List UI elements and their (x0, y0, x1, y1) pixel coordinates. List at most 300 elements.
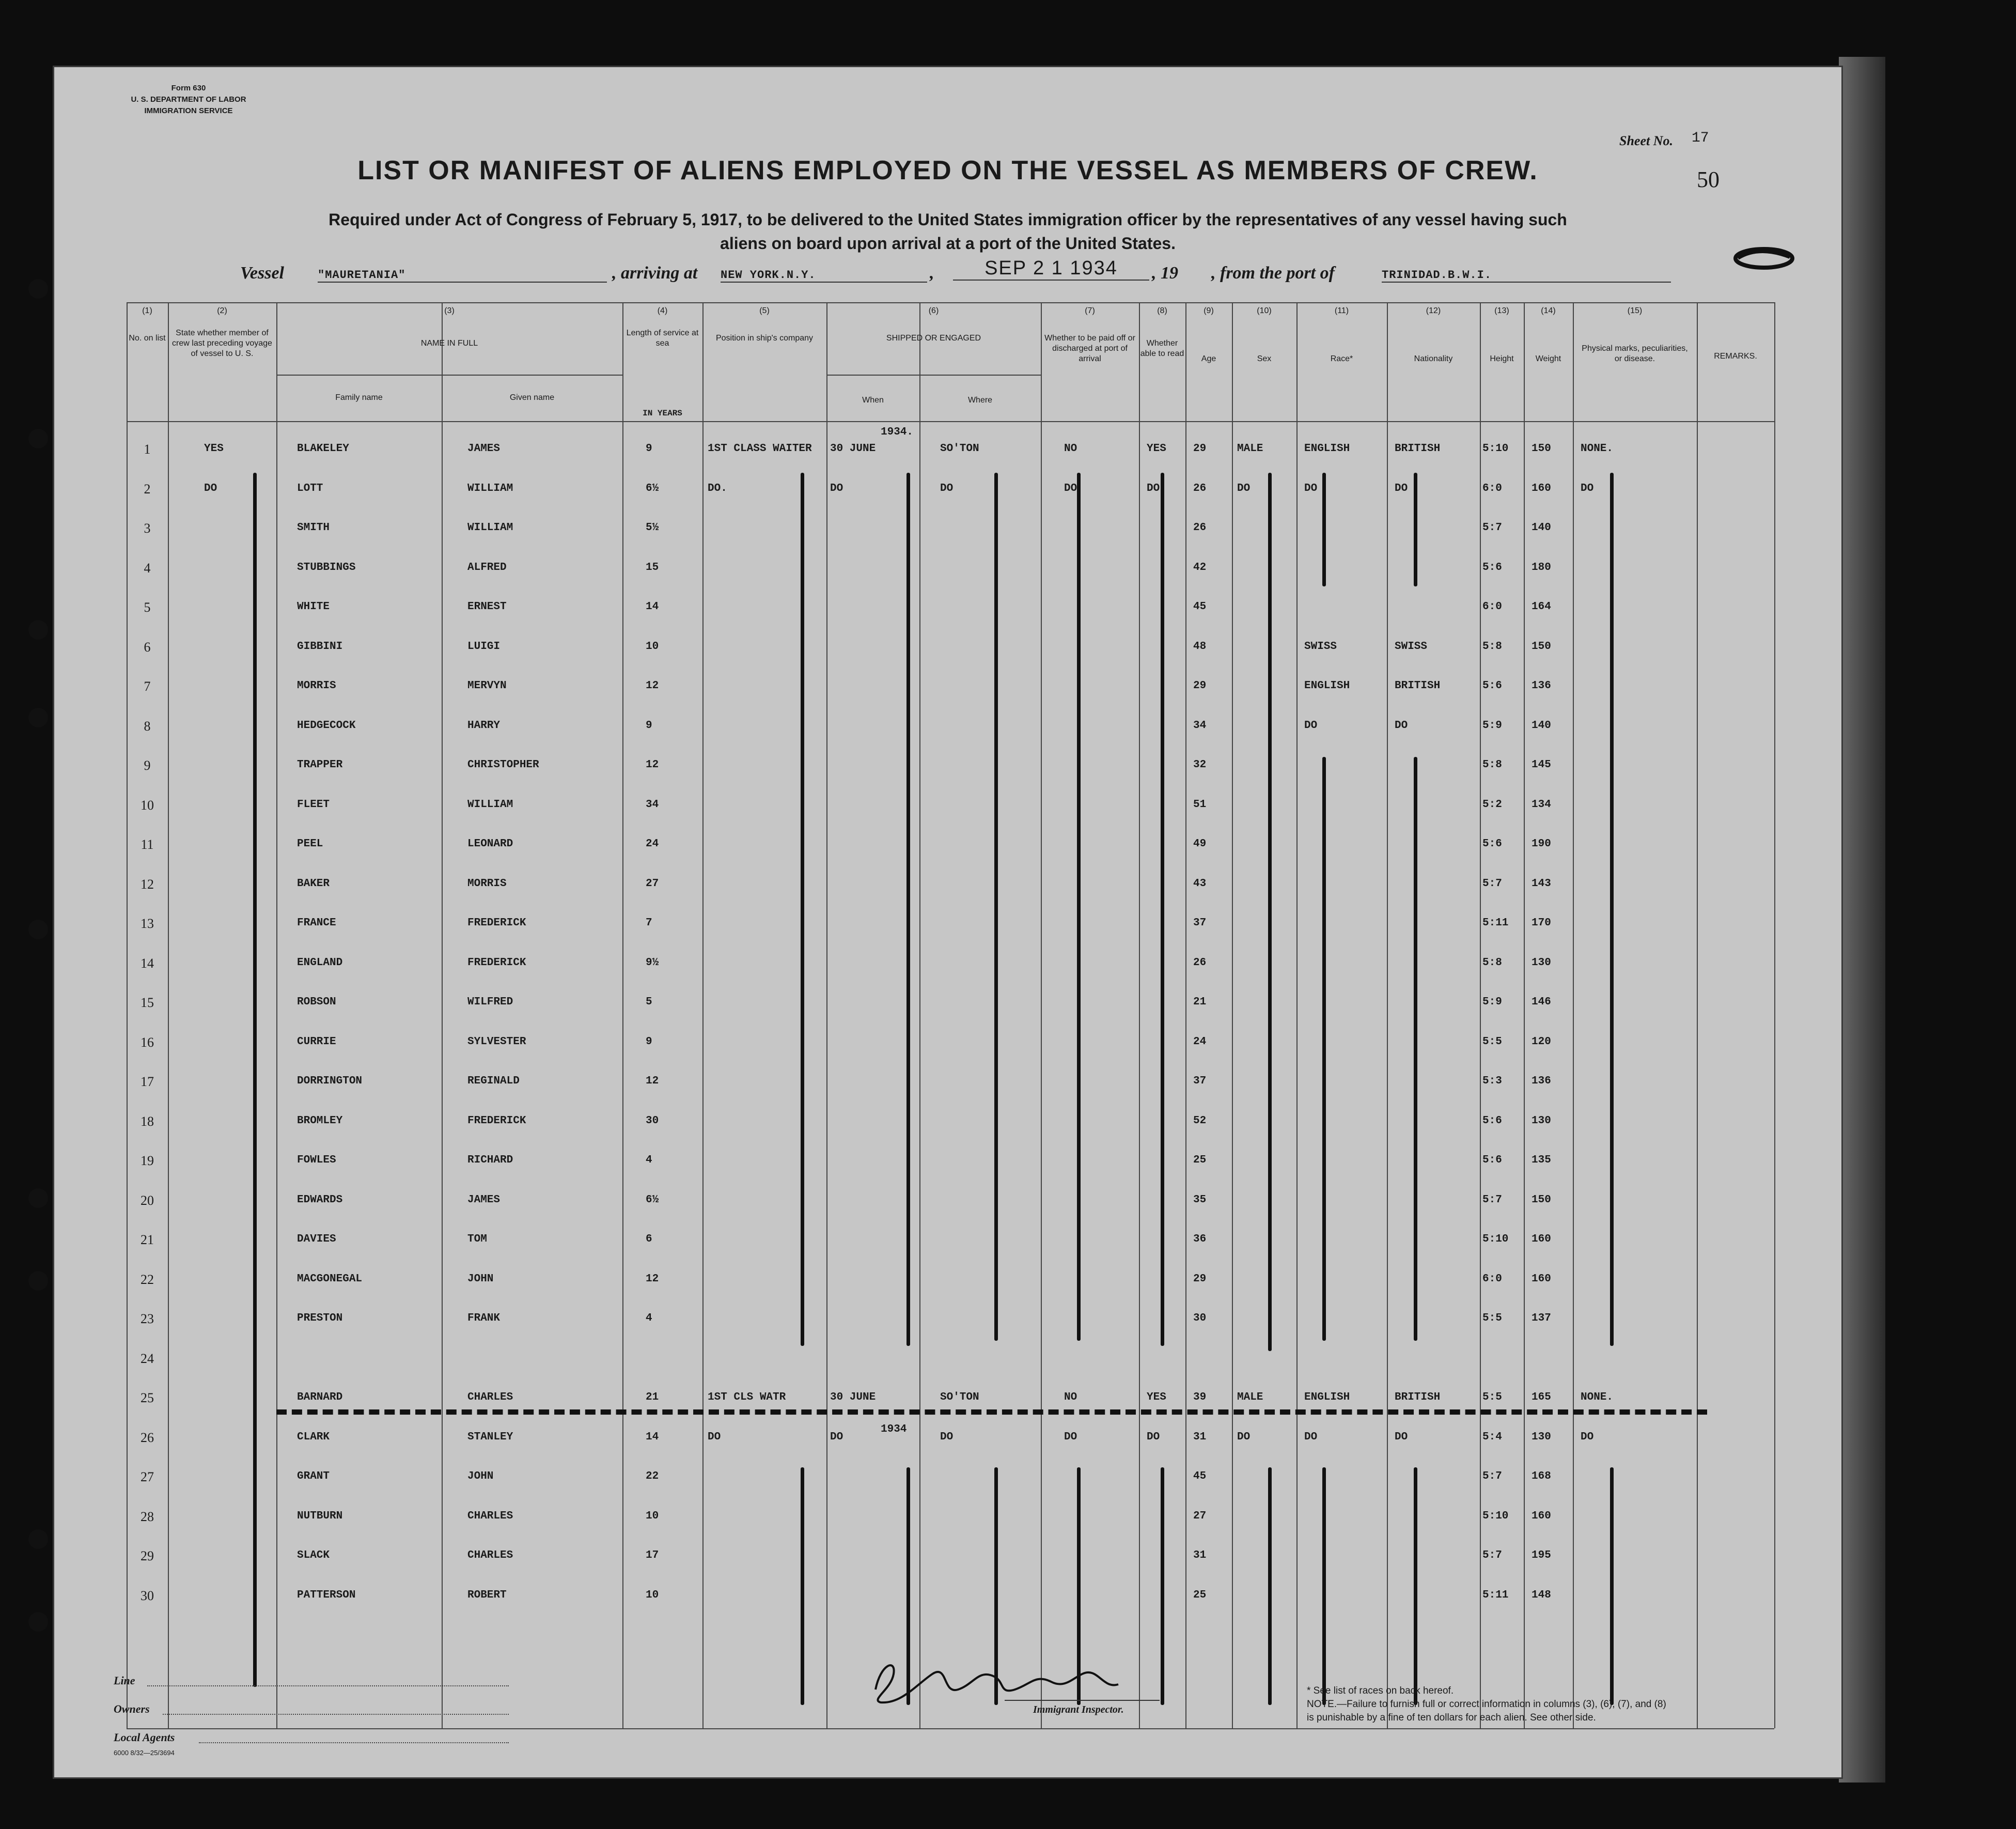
row-age: 45 (1193, 601, 1207, 613)
header-age: Age (1201, 354, 1216, 363)
header-nationality: Nationality (1414, 354, 1453, 363)
row-service-years: 10 (646, 641, 659, 653)
row-age: 29 (1193, 680, 1207, 692)
row-race: ENGLISH (1304, 680, 1350, 692)
row-nationality: BRITISH (1395, 443, 1441, 455)
row-given-name: MERVYN (467, 680, 507, 692)
row-sex: MALE (1237, 443, 1263, 455)
row-family-name: ENGLAND (297, 957, 343, 969)
table-row (127, 1232, 1774, 1253)
row-age: 26 (1193, 957, 1207, 969)
header-bottom-border (127, 421, 1774, 422)
row-given-name: TOM (467, 1233, 487, 1245)
page-number: 50 (1697, 167, 1720, 192)
row-given-name: WILLIAM (467, 799, 513, 811)
row-family-name: DAVIES (297, 1233, 336, 1245)
row-age: 51 (1193, 799, 1207, 811)
row-age: 32 (1193, 759, 1207, 771)
row-given-name: REGINALD (467, 1075, 520, 1087)
row-physical-marks: NONE. (1581, 1391, 1614, 1403)
row-service-years: 5½ (646, 522, 659, 534)
row-number: 28 (140, 1509, 154, 1524)
ditto-mark (801, 1467, 804, 1705)
row-number: 16 (140, 1035, 154, 1050)
footnote-fine: is punishable by a fine of ten dollars for each alien. See other side. (1307, 1712, 1596, 1723)
row-service-years: 6½ (646, 483, 659, 494)
row-age: 43 (1193, 878, 1207, 890)
row-age: 30 (1193, 1312, 1207, 1324)
row-age: 29 (1193, 443, 1207, 455)
row-given-name: JAMES (467, 1194, 501, 1206)
row-age: 26 (1193, 522, 1207, 534)
binder-hole (28, 620, 48, 640)
row-family-name: SMITH (297, 522, 330, 534)
ditto-mark (1268, 1467, 1272, 1705)
table-row (127, 482, 1774, 502)
row-height: 5:8 (1482, 957, 1502, 969)
arriving-label: , arriving at (612, 264, 698, 283)
row-number: 20 (140, 1193, 154, 1208)
header-height: Height (1490, 354, 1514, 363)
row-given-name: RICHARD (467, 1154, 513, 1166)
row-given-name: JOHN (467, 1273, 494, 1285)
row-able-read: YES (1147, 443, 1166, 455)
comma-separator: , (930, 264, 934, 283)
table-row (127, 521, 1774, 541)
row-weight: 168 (1531, 1470, 1551, 1482)
row-family-name: BLAKELEY (297, 443, 349, 455)
row-number: 12 (140, 877, 154, 892)
row-weight: 180 (1531, 562, 1551, 574)
row-weight: 137 (1531, 1312, 1551, 1324)
row-family-name: BAKER (297, 878, 330, 890)
ditto-mark (1161, 1467, 1164, 1705)
col-number: (13) (1494, 306, 1509, 315)
row-number: 6 (144, 640, 151, 655)
manifest-subtitle (209, 208, 1686, 255)
subtitle-line-1: Required under Act of Congress of February 5, 1917, to be delivered to the United States immigration officer by the representatives of any vessel having such (329, 210, 1567, 229)
col-number: (15) (1627, 306, 1643, 315)
row-state: YES (204, 443, 224, 455)
header-no-on-list: No. on list (129, 334, 166, 343)
row-service-years: 7 (646, 917, 652, 929)
col-number: (8) (1157, 306, 1167, 315)
row-height: 5:5 (1482, 1391, 1502, 1403)
table-row (127, 1509, 1774, 1530)
row-given-name: JAMES (467, 443, 501, 455)
row-age: 31 (1193, 1431, 1207, 1443)
row-age: 24 (1193, 1036, 1207, 1048)
binder-hole (28, 1188, 48, 1208)
header-sex: Sex (1257, 354, 1272, 363)
binder-hole (28, 1612, 48, 1632)
row-weight: 148 (1531, 1589, 1551, 1601)
year-label: , 19 (1152, 264, 1178, 283)
header-state-member: State whether member of crew last preceding voyage of vessel to U. S. (172, 329, 272, 358)
row-family-name: TRAPPER (297, 759, 343, 771)
table-row (127, 1272, 1774, 1293)
table-row (127, 1035, 1774, 1056)
row-height: 5:7 (1482, 1549, 1502, 1561)
row-able-read: DO (1147, 483, 1160, 494)
table-row (127, 1074, 1774, 1095)
header-weight: Weight (1535, 354, 1561, 363)
local-agents-label: Local Agents (114, 1731, 175, 1744)
row-position: 1ST CLS WATR (708, 1391, 786, 1403)
row-height: 5:5 (1482, 1312, 1502, 1324)
row-given-name: FRANK (467, 1312, 501, 1324)
row-age: 36 (1193, 1233, 1207, 1245)
row-family-name: FLEET (297, 799, 330, 811)
row-family-name: FRANCE (297, 917, 336, 929)
row-shipped-when: DO (830, 1431, 843, 1443)
row-shipped-where: DO (940, 1431, 954, 1443)
row-number: 24 (140, 1351, 154, 1366)
row-service-years: 10 (646, 1589, 659, 1601)
ditto-mark (1322, 757, 1326, 1341)
row-number: 14 (140, 956, 154, 971)
row-family-name: GIBBINI (297, 641, 343, 653)
row-number: 29 (140, 1548, 154, 1563)
row-family-name: DORRINGTON (297, 1075, 363, 1087)
row-height: 5:7 (1482, 1470, 1502, 1482)
row-height: 6:0 (1482, 1273, 1502, 1285)
col-number: (1) (142, 306, 152, 315)
row-family-name: ROBSON (297, 996, 336, 1008)
row-service-years: 21 (646, 1391, 659, 1403)
header-where: Where (967, 396, 993, 405)
row-nationality: BRITISH (1395, 680, 1441, 692)
row-age: 52 (1193, 1115, 1207, 1127)
row-height: 5:6 (1482, 838, 1502, 850)
row-service-years: 6 (646, 1233, 652, 1245)
row-nationality: DO (1395, 483, 1408, 494)
table-row (127, 679, 1774, 700)
line-rule (147, 1685, 509, 1686)
row-family-name: WHITE (297, 601, 330, 613)
header-paid-off: Whether to be paid off or discharged at port of arrival (1044, 334, 1135, 363)
row-age: 34 (1193, 720, 1207, 732)
manifest-sheet (54, 67, 1841, 1777)
row-able-read: DO (1147, 1431, 1160, 1443)
binder-hole (28, 708, 48, 727)
service-name: IMMIGRATION SERVICE (144, 106, 233, 115)
row-shipped-where: DO (940, 483, 954, 494)
row-shipped-when: 30 JUNE (830, 1391, 876, 1403)
row-number: 7 (144, 679, 151, 694)
ditto-mark (1414, 757, 1417, 1341)
row-race: DO (1304, 483, 1318, 494)
row-service-years: 4 (646, 1154, 652, 1166)
row-race: ENGLISH (1304, 1391, 1350, 1403)
row-number: 11 (140, 837, 154, 852)
table-row (127, 1430, 1774, 1451)
table-row (127, 1548, 1774, 1569)
name-subheader-rule (276, 375, 622, 376)
row-weight: 160 (1531, 483, 1551, 494)
page-edge-shadow (1839, 57, 1885, 1783)
row-height: 5:6 (1482, 1115, 1502, 1127)
row-number: 1 (144, 442, 151, 457)
col-number: (5) (759, 306, 770, 315)
row-height: 5:4 (1482, 1431, 1502, 1443)
row-sex: MALE (1237, 1391, 1263, 1403)
table-row (127, 916, 1774, 937)
row-sex: DO (1237, 483, 1251, 494)
manifest-title: LIST OR MANIFEST OF ALIENS EMPLOYED ON THE VESSEL AS MEMBERS OF CREW. (357, 156, 1538, 185)
ditto-mark (1414, 1467, 1417, 1705)
ditto-mark (1077, 473, 1081, 1341)
table-row (127, 956, 1774, 977)
row-age: 25 (1193, 1589, 1207, 1601)
department-name: U. S. DEPARTMENT OF LABOR (131, 95, 246, 104)
row-height: 5:5 (1482, 1036, 1502, 1048)
row-weight: 143 (1531, 878, 1551, 890)
table-row (127, 600, 1774, 621)
header-name-in-full: NAME IN FULL (420, 339, 478, 348)
row-physical-marks: DO (1581, 483, 1594, 494)
row-position: 1ST CLASS WAITER (708, 443, 812, 455)
row-age: 31 (1193, 1549, 1207, 1561)
row-height: 5:9 (1482, 720, 1502, 732)
row-weight: 140 (1531, 720, 1551, 732)
row-height: 5:7 (1482, 1194, 1502, 1206)
row-position: DO (708, 1431, 721, 1443)
row-nationality: SWISS (1395, 641, 1428, 653)
row-age: 37 (1193, 917, 1207, 929)
form-number: Form 630 (171, 84, 206, 92)
row-age: 29 (1193, 1273, 1207, 1285)
header-shipped: SHIPPED OR ENGAGED (886, 334, 981, 343)
row-given-name: MORRIS (467, 878, 507, 890)
group-year: 1934 (881, 1423, 907, 1435)
row-service-years: 17 (646, 1549, 659, 1561)
row-family-name: MORRIS (297, 680, 336, 692)
row-height: 5:11 (1482, 1589, 1509, 1601)
row-service-years: 6½ (646, 1194, 659, 1206)
row-family-name: PEEL (297, 838, 323, 850)
ditto-mark (907, 473, 910, 1346)
row-weight: 150 (1531, 641, 1551, 653)
row-height: 5:8 (1482, 759, 1502, 771)
row-weight: 136 (1531, 680, 1551, 692)
owners-label: Owners (114, 1702, 150, 1715)
row-service-years: 30 (646, 1115, 659, 1127)
row-number: 27 (140, 1469, 154, 1484)
row-family-name: BROMLEY (297, 1115, 343, 1127)
row-service-years: 12 (646, 680, 659, 692)
row-given-name: WILFRED (467, 996, 513, 1008)
row-sex: DO (1237, 1431, 1251, 1443)
row-number: 21 (140, 1232, 154, 1247)
row-age: 21 (1193, 996, 1207, 1008)
table-row (127, 1153, 1774, 1174)
table-row (127, 719, 1774, 739)
row-number: 2 (144, 482, 151, 497)
row-weight: 170 (1531, 917, 1551, 929)
row-age: 49 (1193, 838, 1207, 850)
row-weight: 120 (1531, 1036, 1551, 1048)
col-number: (7) (1085, 306, 1095, 315)
binder-hole (28, 1529, 48, 1549)
header-able-read: Whether able to read (1140, 339, 1184, 358)
row-given-name: ALFRED (467, 562, 507, 574)
ditto-mark (1322, 473, 1326, 586)
scribble-mark (1728, 243, 1800, 276)
row-service-years: 9 (646, 443, 652, 455)
row-family-name: FOWLES (297, 1154, 336, 1166)
header-length-service: Length of service at sea (626, 329, 699, 348)
row-given-name: CHARLES (467, 1391, 513, 1403)
ditto-mark (1610, 473, 1614, 1346)
sheet-number-value: 17 (1692, 130, 1709, 146)
row-given-name: CHARLES (467, 1510, 513, 1522)
row-paid-off: DO (1064, 1431, 1077, 1443)
table-row (127, 877, 1774, 897)
row-weight: 164 (1531, 601, 1551, 613)
row-weight: 130 (1531, 1431, 1551, 1443)
row-service-years: 9 (646, 1036, 652, 1048)
row-service-years: 27 (646, 878, 659, 890)
col-number: (6) (928, 306, 939, 315)
table-row (127, 1588, 1774, 1609)
row-service-years: 9½ (646, 957, 659, 969)
print-code: 6000 8/32—25/3694 (114, 1749, 175, 1757)
col-number: (9) (1204, 306, 1214, 315)
row-number: 10 (140, 798, 154, 813)
header-given-name: Given name (509, 393, 555, 402)
row-height: 5:6 (1482, 680, 1502, 692)
row-service-years: 12 (646, 1075, 659, 1087)
manifest-table (127, 302, 1774, 1728)
row-age: 25 (1193, 1154, 1207, 1166)
row-weight: 160 (1531, 1273, 1551, 1285)
row-family-name: LOTT (297, 483, 323, 494)
row-shipped-when: 30 JUNE (830, 443, 876, 455)
departure-port: TRINIDAD.B.W.I. (1382, 269, 1671, 283)
row-height: 5:8 (1482, 641, 1502, 653)
col-number: (3) (444, 306, 455, 315)
row-number: 26 (140, 1430, 154, 1445)
row-service-years: 12 (646, 759, 659, 771)
row-number: 22 (140, 1272, 154, 1287)
row-height: 5:6 (1482, 1154, 1502, 1166)
form-header (111, 83, 266, 117)
row-nationality: BRITISH (1395, 1391, 1441, 1403)
ditto-mark (801, 473, 804, 1346)
row-weight: 140 (1531, 522, 1551, 534)
row-nationality: DO (1395, 720, 1408, 732)
row-given-name: HARRY (467, 720, 501, 732)
row-race: ENGLISH (1304, 443, 1350, 455)
vessel-name: "MAURETANIA" (318, 269, 607, 283)
table-row (127, 1311, 1774, 1332)
row-paid-off: NO (1064, 443, 1077, 455)
row-family-name: CURRIE (297, 1036, 336, 1048)
row-position: DO. (708, 483, 727, 494)
row-height: 5:9 (1482, 996, 1502, 1008)
row-number: 4 (144, 561, 151, 576)
ditto-mark (994, 473, 998, 1341)
signature-rule (1005, 1700, 1160, 1701)
row-given-name: CHRISTOPHER (467, 759, 539, 771)
row-service-years: 24 (646, 838, 659, 850)
row-weight: 134 (1531, 799, 1551, 811)
ditto-mark (1610, 1467, 1614, 1705)
row-family-name: GRANT (297, 1470, 330, 1482)
col-number: (2) (217, 306, 227, 315)
row-paid-off: DO (1064, 483, 1077, 494)
row-family-name: PATTERSON (297, 1589, 356, 1601)
row-service-years: 4 (646, 1312, 652, 1324)
row-age: 42 (1193, 562, 1207, 574)
row-age: 45 (1193, 1470, 1207, 1482)
row-family-name: CLARK (297, 1431, 330, 1443)
ditto-mark (1268, 473, 1272, 1351)
row-physical-marks: DO (1581, 1431, 1594, 1443)
header-physical: Physical marks, peculiarities, or disease. (1582, 344, 1688, 363)
row-service-years: 22 (646, 1470, 659, 1482)
row-number: 23 (140, 1311, 154, 1326)
row-height: 6:0 (1482, 601, 1502, 613)
row-service-years: 9 (646, 720, 652, 732)
inspector-signature (860, 1653, 1149, 1710)
row-weight: 146 (1531, 996, 1551, 1008)
table-row (127, 1469, 1774, 1490)
col-number: (14) (1541, 306, 1556, 315)
row-paid-off: NO (1064, 1391, 1077, 1403)
header-remarks: REMARKS. (1714, 352, 1757, 361)
vessel-label: Vessel (240, 264, 284, 283)
row-family-name: NUTBURN (297, 1510, 343, 1522)
row-given-name: JOHN (467, 1470, 494, 1482)
row-age: 35 (1193, 1194, 1207, 1206)
table-row (127, 1193, 1774, 1214)
row-height: 5:7 (1482, 522, 1502, 534)
row-weight: 130 (1531, 1115, 1551, 1127)
row-given-name: ROBERT (467, 1589, 507, 1601)
binder-hole (28, 920, 48, 939)
row-family-name: STUBBINGS (297, 562, 356, 574)
table-row (127, 837, 1774, 858)
row-height: 5:2 (1482, 799, 1502, 811)
table-row (127, 758, 1774, 779)
row-family-name: MACGONEGAL (297, 1273, 363, 1285)
row-service-years: 14 (646, 1431, 659, 1443)
row-weight: 145 (1531, 759, 1551, 771)
binder-hole (28, 429, 48, 448)
table-row (127, 640, 1774, 660)
row-number: 19 (140, 1153, 154, 1168)
row-given-name: FREDERICK (467, 957, 526, 969)
table-top-border (127, 302, 1774, 303)
row-physical-marks: NONE. (1581, 443, 1614, 455)
row-age: 37 (1193, 1075, 1207, 1087)
row-service-years: 10 (646, 1510, 659, 1522)
row-service-years: 34 (646, 799, 659, 811)
header-race: Race* (1330, 354, 1353, 363)
row-height: 5:10 (1482, 1510, 1509, 1522)
binder-hole (28, 279, 48, 299)
header-in-years: IN YEARS (643, 409, 682, 418)
table-row (127, 1390, 1774, 1411)
row-number: 13 (140, 916, 154, 931)
row-family-name: EDWARDS (297, 1194, 343, 1206)
row-service-years: 14 (646, 601, 659, 613)
row-number: 9 (144, 758, 151, 773)
row-weight: 160 (1531, 1233, 1551, 1245)
row-able-read: YES (1147, 1391, 1166, 1403)
